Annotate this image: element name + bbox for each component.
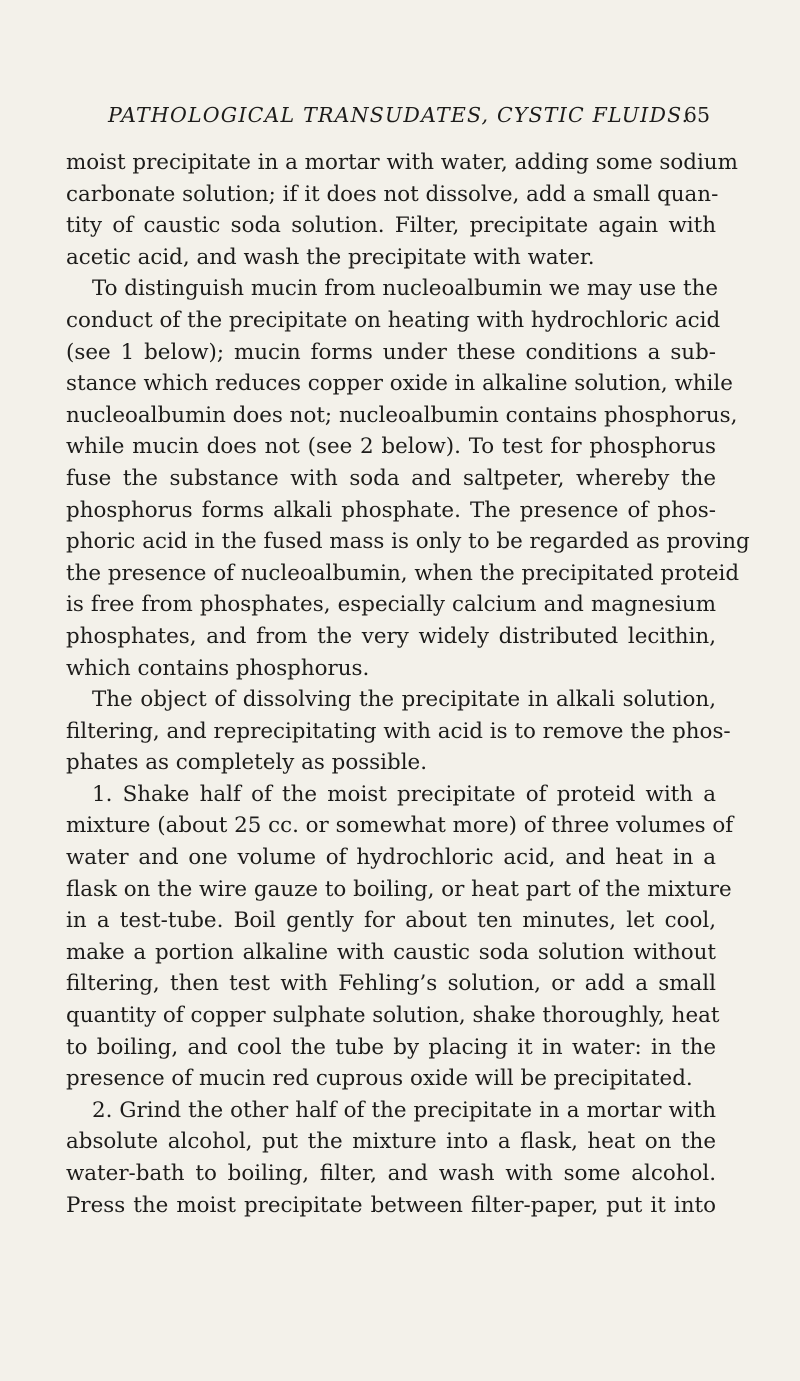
text-line: fuse the substance with soda and saltpeter, whereby the — [66, 465, 716, 491]
text-line: flask on the wire gauze to boiling, or heat part of the mixture — [66, 876, 732, 902]
text-line: to boiling, and cool the tube by placing it in water: in the — [66, 1034, 716, 1060]
text-line: nucleoalbumin does not; nucleoalbumin contains phosphorus, — [66, 402, 738, 428]
text-line: absolute alcohol, put the mixture into a flask, heat on the — [66, 1129, 716, 1155]
text-line: 1. Shake half of the moist precipitate of proteid with a — [92, 781, 716, 807]
text-line: Press the moist precipitate between filter-paper, put it into — [66, 1192, 716, 1218]
text-line: conduct of the precipitate on heating with hydrochloric acid — [66, 307, 721, 333]
text-line: phosphorus forms alkali phosphate. The presence of phos- — [66, 497, 716, 523]
text-line: presence of mucin red cuprous oxide will be precipitated. — [66, 1066, 693, 1092]
text-line: filtering, then test with Fehling’s solution, or add a small — [66, 971, 716, 997]
text-line: while mucin does not (see 2 below). To test for phosphorus — [66, 434, 716, 460]
running-head: PATHOLOGICAL TRANSUDATES, CYSTIC FLUIDS. — [108, 103, 690, 127]
body-text — [66, 147, 750, 1221]
text-line: water and one volume of hydrochloric acid, and heat in a — [66, 845, 716, 871]
text-line: 2. Grind the other half of the precipitate in a mortar with — [92, 1097, 716, 1123]
text-line: quantity of copper sulphate solution, shake thoroughly, heat — [66, 1003, 720, 1029]
text-line: moist precipitate in a mortar with water, adding some sodium — [66, 150, 738, 175]
text-line: the presence of nucleoalbumin, when the precipitated proteid — [66, 560, 740, 586]
text-line: phates as completely as possible. — [66, 750, 427, 776]
text-line: is free from phosphates, especially calcium and magnesium — [66, 592, 716, 618]
text-line: filtering, and reprecipitating with acid is to remove the phos- — [66, 718, 731, 744]
text-line: phoric acid in the fused mass is only to be regarded as proving — [66, 529, 750, 555]
text-line: which contains phosphorus. — [66, 655, 370, 681]
text-line: water-bath to boiling, filter, and wash with some alcohol. — [66, 1161, 716, 1186]
text-line: make a portion alkaline with caustic soda solution without — [66, 939, 716, 965]
text-line: mixture (about 25 cc. or somewhat more) of three volumes of — [66, 813, 734, 839]
text-line: phosphates, and from the very widely distributed lecithin, — [66, 623, 716, 649]
text-line: stance which reduces copper oxide in alkaline solution, while — [66, 371, 733, 397]
page-number: 65 — [683, 103, 710, 127]
text-line: in a test-tube. Boil gently for about ten minutes, let cool, — [66, 908, 716, 934]
text-line: To distinguish mucin from nucleoalbumin we may use the — [92, 276, 719, 302]
text-line: acetic acid, and wash the precipitate with water. — [66, 244, 595, 270]
text-line: tity of caustic soda solution. Filter, precipitate again with — [66, 213, 716, 239]
text-line: (see 1 below); mucin forms under these conditions a sub- — [66, 339, 716, 365]
page-header — [100, 103, 710, 135]
text-line: carbonate solution; if it does not dissolve, add a small quan- — [66, 181, 719, 207]
text-line: The object of dissolving the precipitate in alkali solution, — [92, 687, 716, 713]
